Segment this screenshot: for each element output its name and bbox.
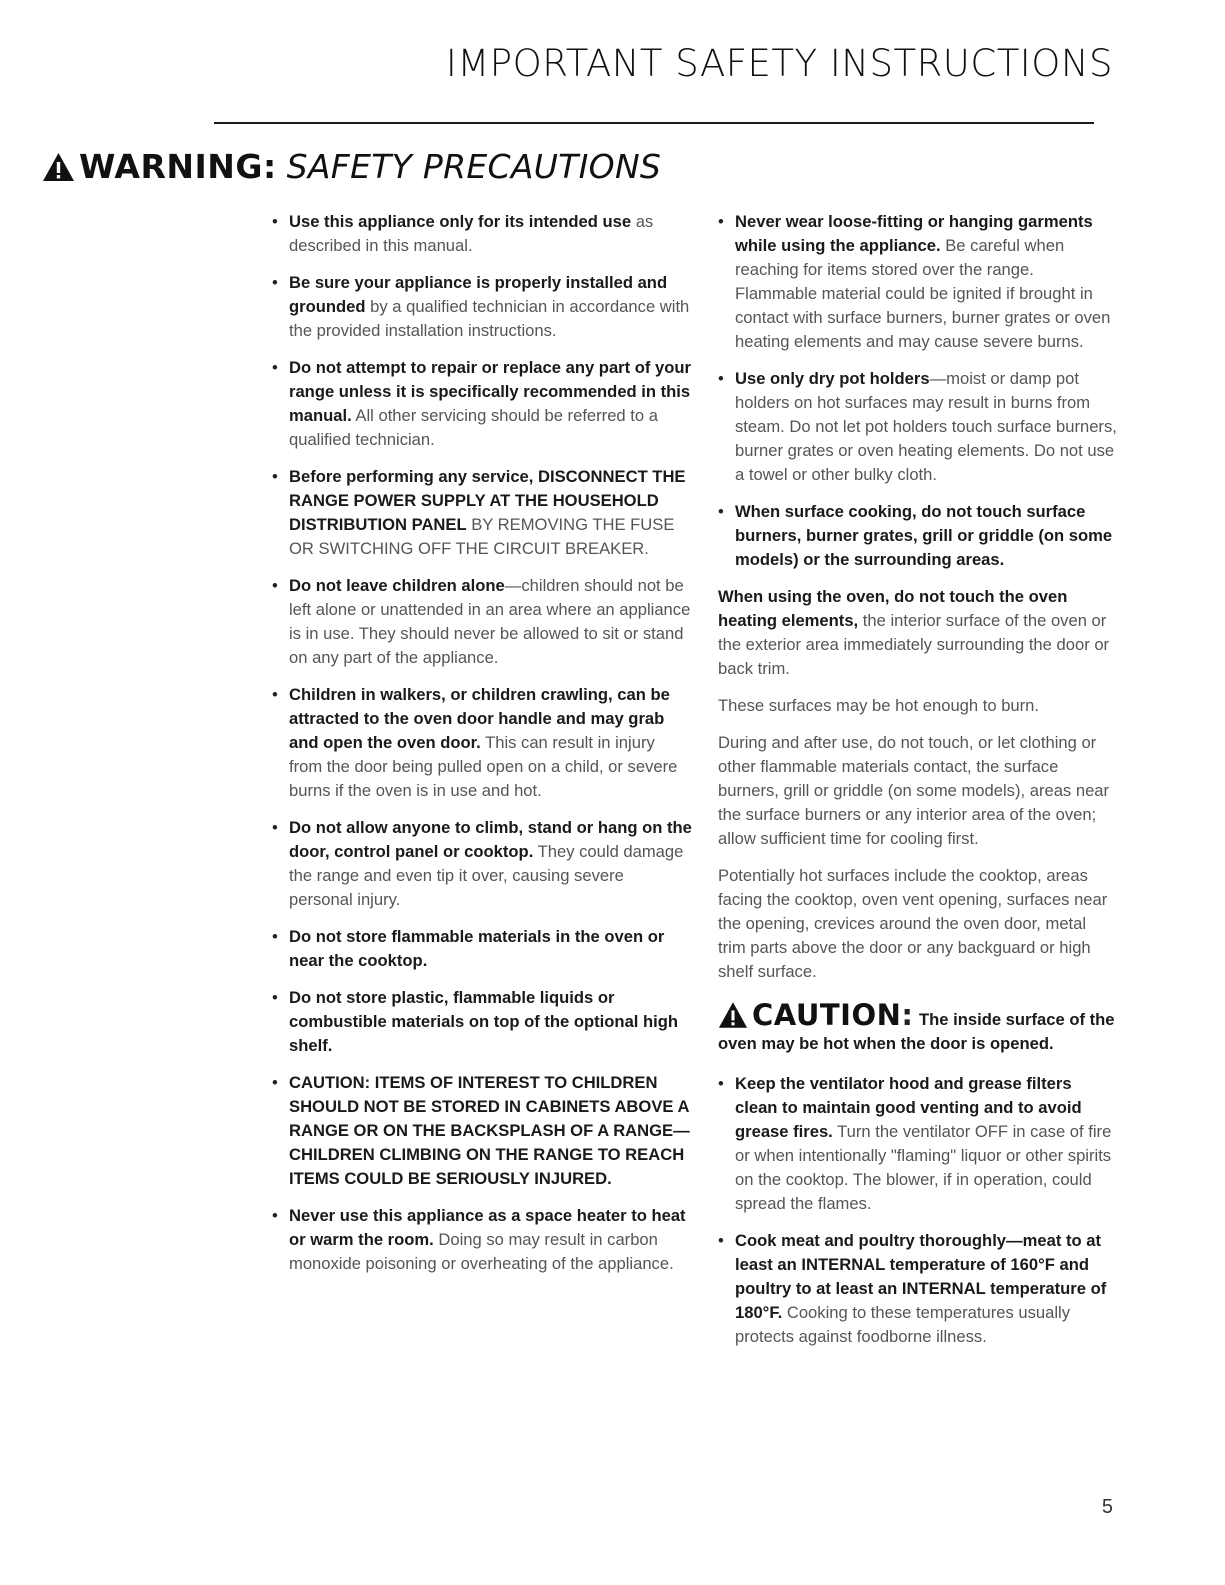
bullet: • (272, 1073, 278, 1092)
oven-bold-text: When using the oven, do not touch the oven heating elements, (718, 587, 1068, 630)
bullet: • (718, 1074, 724, 1093)
right-column (718, 210, 1118, 1362)
bullet: • (272, 1206, 278, 1225)
bullet: • (718, 502, 724, 521)
page-title: IMPORTANT SAFETY INSTRUCTIONS (445, 42, 1113, 85)
page-number: 5 (1101, 1496, 1113, 1518)
item-bold-text: Never wear loose-fitting or hanging garments while using the appliance. (735, 212, 1093, 255)
item-bold-text: Do not store plastic, flammable liquids or combustible materials on top of the optional high shelf. (289, 988, 679, 1055)
item-bold-text: Be sure your appliance is properly installed and grounded (289, 273, 668, 316)
item-bold-text: Keep the ventilator hood and grease filters clean to maintain good venting and to avoid grease fires. (735, 1074, 1082, 1141)
bullet: • (718, 369, 724, 388)
item-text: by a qualified technician in accordance with the provided installation instructions. (289, 297, 690, 340)
bullet: • (272, 818, 278, 837)
list-item (272, 465, 692, 561)
caution-colon: : (901, 998, 913, 1032)
left-column (272, 210, 692, 1289)
list-item (272, 925, 692, 973)
list-item (718, 367, 1118, 487)
item-text: BY REMOVING THE FUSE OR SWITCHING OFF THE CIRCUIT BREAKER. (289, 515, 675, 558)
list-item (718, 210, 1118, 354)
list-item (272, 356, 692, 452)
title-divider (214, 122, 1094, 124)
bullet: • (272, 988, 278, 1007)
bullet: • (272, 467, 278, 486)
list-item (272, 816, 692, 912)
item-text: Cooking to these temperatures usually protects against foodborne illness. (735, 1303, 1071, 1346)
item-text: This can result in injury from the door being pulled open on a child, or severe burns if the oven is in use and hot. (289, 733, 678, 800)
bullet: • (272, 685, 278, 704)
list-item (272, 574, 692, 670)
item-bold-text: CAUTION: ITEMS OF INTEREST TO CHILDREN SHOULD NOT BE STORED IN CABINETS ABOVE A RANGE OR ON THE BACKSPLASH OF A RANGE—CHILDREN CLIMBING ON THE RANGE TO REACH ITEMS COULD BE SERIOUSLY INJURED. (289, 1073, 690, 1188)
oven-paragraph (718, 585, 1118, 681)
list-item (272, 1204, 692, 1276)
warning-subtitle: SAFETY PRECAUTIONS (286, 147, 662, 186)
paragraph: During and after use, do not touch, or let clothing or other flammable materials contact, the surface burners, grill or griddle (on some models), areas near the surface burners or any interior area of the oven; allow sufficient time for cooling first. (718, 733, 1110, 848)
item-text: as described in this manual. (289, 212, 654, 255)
item-text: Doing so may result in carbon monoxide poisoning or overheating of the appliance. (289, 1230, 674, 1273)
list-item (718, 1072, 1118, 1216)
item-text: —children should not be left alone or unattended in an area where an appliance is in use. They should never be allowed to sit or stand on any part of the appliance. (289, 576, 691, 667)
item-text: Turn the ventilator OFF in case of fire or when intentionally "flaming" liquor or other spirits on the cooktop. The blower, if in operation, could spread the flames. (735, 1122, 1112, 1213)
item-bold-text: Never use this appliance as a space heater to heat or warm the room. (289, 1206, 686, 1249)
item-bold-text: Do not attempt to repair or replace any part of your range unless it is specifically recommended in this manual. (289, 358, 692, 425)
list-item (272, 210, 692, 258)
bullet: • (272, 358, 278, 377)
item-bold-text: Use only dry pot holders (735, 369, 930, 388)
item-bold-text: Do not store flammable materials in the oven or near the cooktop. (289, 927, 665, 970)
list-item (718, 500, 1118, 572)
list-item (272, 271, 692, 343)
item-bold-text: Do not allow anyone to climb, stand or hang on the door, control panel or cooktop. (289, 818, 692, 861)
item-bold-text: Cook meat and poultry thoroughly—meat to at least an INTERNAL temperature of 160°F and poultry to at least an INTERNAL temperature of 180°F. (735, 1231, 1107, 1322)
bullet: • (272, 273, 278, 292)
item-bold-text: When surface cooking, do not touch surface burners, burner grates, grill or griddle (on some models) or the surrounding areas. (735, 502, 1113, 569)
paragraph: Potentially hot surfaces include the cooktop, areas facing the cooktop, oven vent opening, surfaces near the opening, crevices around the oven door, metal trim parts above the door or any backguard or high shelf surface. (718, 866, 1108, 981)
item-bold-text: Do not leave children alone (289, 576, 505, 595)
bullet: • (272, 927, 278, 946)
list-item (718, 1229, 1118, 1349)
oven-text: the interior surface of the oven or the exterior area immediately surrounding the door or back trim. (718, 611, 1110, 678)
item-text: All other servicing should be referred to a qualified technician. (289, 406, 658, 449)
caution-label: CAUTION (752, 998, 902, 1032)
warning-heading (42, 147, 661, 186)
list-item (272, 683, 692, 803)
caution-triangle-icon (718, 1001, 748, 1029)
caution-text-line2: oven may be hot when the door is opened. (718, 1034, 1054, 1053)
bullet: • (272, 212, 278, 231)
caution-text-line1: The inside surface of the (919, 1010, 1115, 1029)
bullet: • (718, 212, 724, 231)
item-bold-text: Use this appliance only for its intended use (289, 212, 632, 231)
item-text: Be careful when reaching for items stored over the range. Flammable material could be ignited if brought in contact with surface burners, burner grates or oven heating elements and may cause severe burns. (735, 236, 1111, 351)
warning-label: WARNING: (79, 147, 277, 186)
item-bold-text: Before performing any service, DISCONNECT THE RANGE POWER SUPPLY AT THE HOUSEHOLD DISTRIBUTION PANEL (289, 467, 686, 534)
item-bold-text: Children in walkers, or children crawling, can be attracted to the oven door handle and may grab and open the oven door. (289, 685, 670, 752)
caution-block (718, 998, 1118, 1056)
warning-triangle-icon (42, 152, 75, 182)
bullet: • (272, 576, 278, 595)
item-text: They could damage the range and even tip it over, causing severe personal injury. (289, 842, 684, 909)
list-item (272, 986, 692, 1058)
paragraph: These surfaces may be hot enough to burn. (718, 696, 1040, 715)
list-item (272, 1071, 692, 1191)
bullet: • (718, 1231, 724, 1250)
item-text: —moist or damp pot holders on hot surfaces may result in burns from steam. Do not let pot holders touch surface burners, burner grates or oven heating elements. Do not use a towel or other bulky cloth. (735, 369, 1117, 484)
